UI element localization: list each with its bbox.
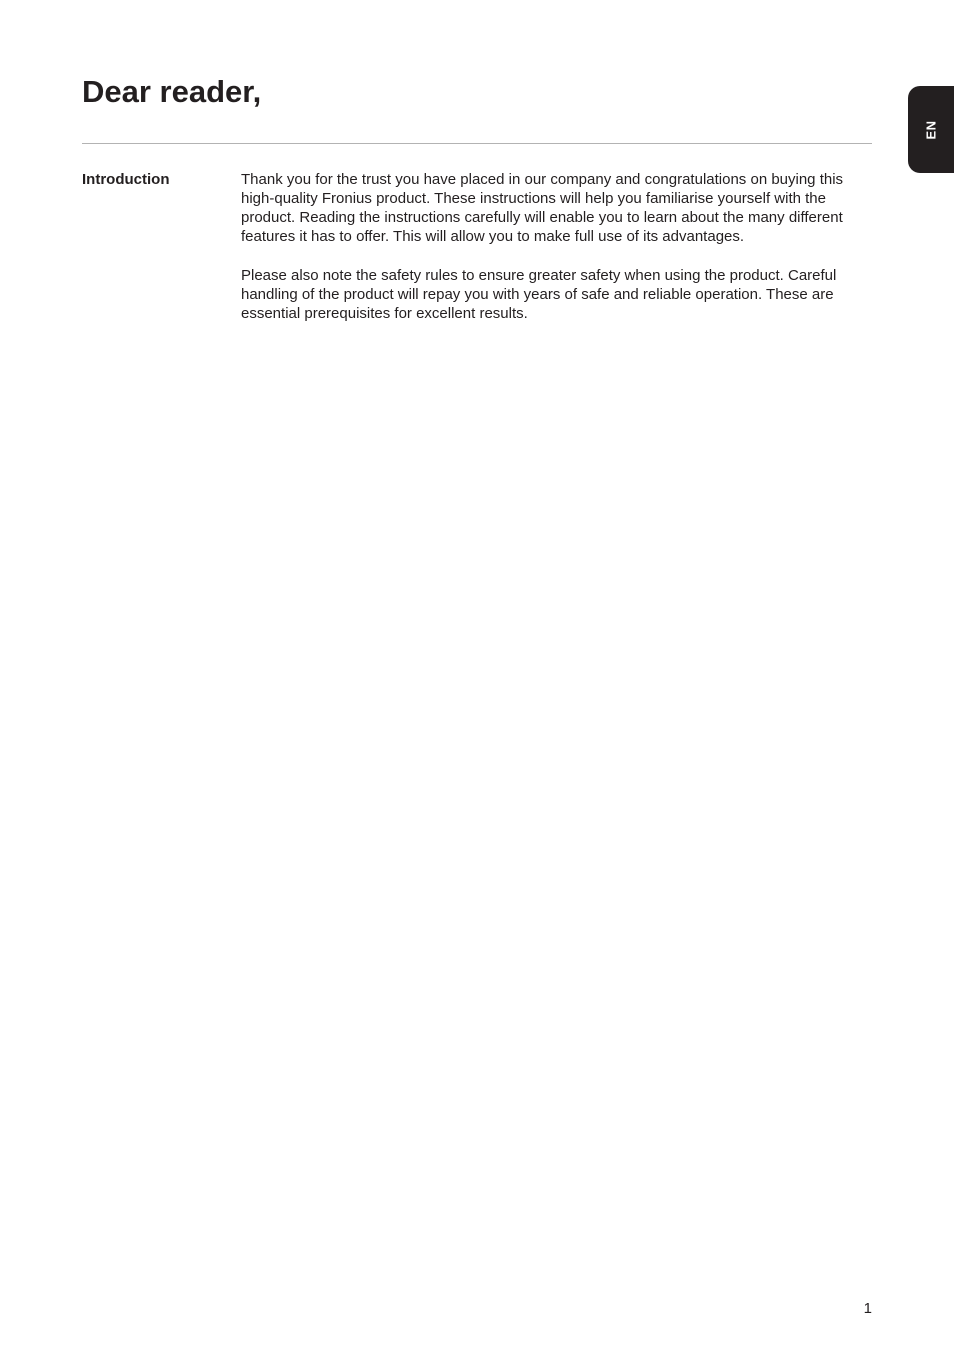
section-body bbox=[241, 170, 873, 343]
language-tab bbox=[908, 86, 954, 173]
title-divider bbox=[82, 143, 872, 144]
paragraph-safety: Please also note the safety rules to ensure greater safety when using the product. Careful handling of the product will repay you with years of safe and reliable operation. These are essential prerequisites for excellent results. bbox=[241, 267, 837, 322]
language-tab-label: EN bbox=[923, 119, 939, 140]
page-number: 1 bbox=[863, 1300, 872, 1317]
paragraph-intro: Thank you for the trust you have placed in our company and congratulations on buying this high-quality Fronius product. These instructions will help you familiarise yourself with the product. Reading the instructions carefully will enable you to learn about the many different features it has to offer. This will allow you to make full use of its advantages. bbox=[241, 171, 844, 245]
section-label-introduction: Introduction bbox=[82, 171, 170, 188]
page-title: Dear reader, bbox=[82, 74, 262, 109]
